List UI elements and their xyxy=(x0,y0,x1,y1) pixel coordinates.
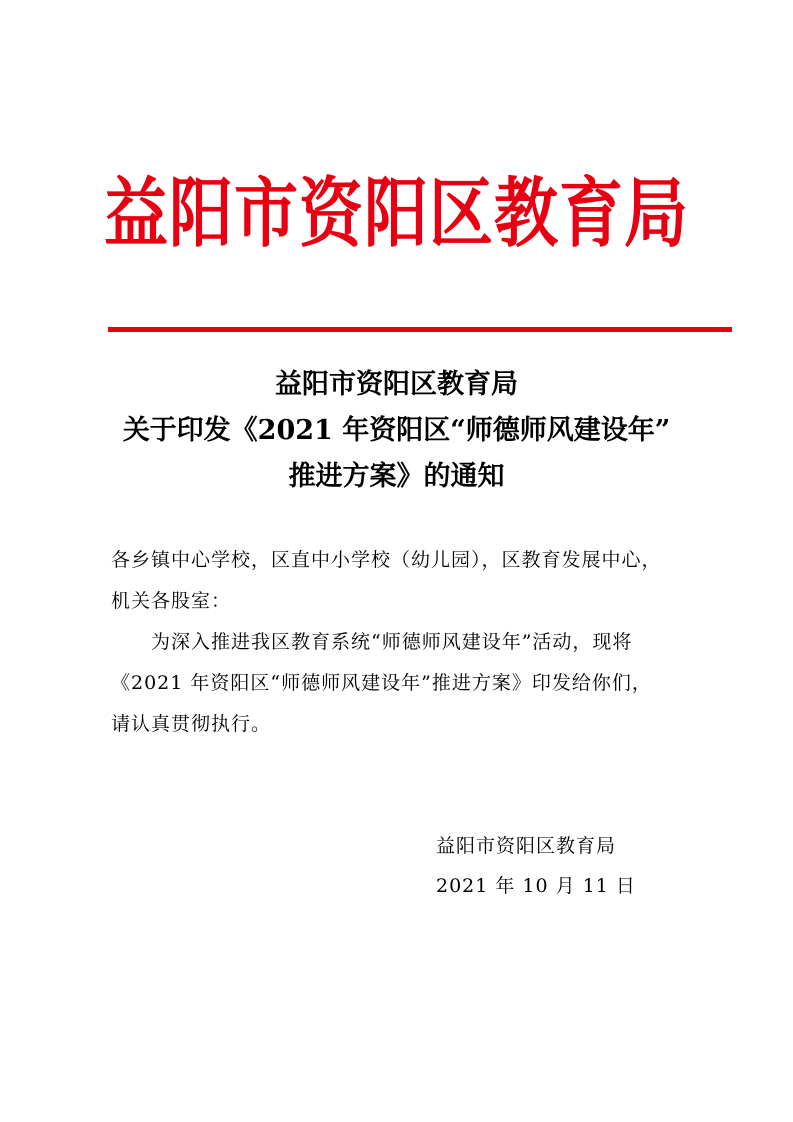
body-recipients-line-1: 各乡镇中心学校，区直中小学校（幼儿园），区教育发展中心， xyxy=(111,549,662,571)
document-title xyxy=(0,362,793,500)
body-paragraph-line-3: 请认真贯彻执行。 xyxy=(111,713,272,735)
letterhead-divider xyxy=(108,327,732,332)
body-recipients-line-2: 机关各股室： xyxy=(111,590,232,612)
signature-issuer: 益阳市资阳区教育局 xyxy=(436,835,617,857)
title-line-2: 关于印发《2021 年资阳区“师德师风建设年” xyxy=(122,415,671,446)
title-line-1: 益阳市资阳区教育局 xyxy=(275,369,518,400)
body-paragraph-line-2: 《2021 年资阳区“师德师风建设年”推进方案》印发给你们， xyxy=(111,672,652,694)
title-line-3: 推进方案》的通知 xyxy=(288,461,505,492)
letterhead-title: 益阳市资阳区教育局 xyxy=(104,171,689,259)
body-paragraph-line-1: 为深入推进我区教育系统“师德师风建设年”活动，现将 xyxy=(151,631,633,653)
document-body xyxy=(111,540,711,745)
signature-date: 2021 年 10 月 11 日 xyxy=(436,875,636,897)
signature-block xyxy=(436,826,636,906)
